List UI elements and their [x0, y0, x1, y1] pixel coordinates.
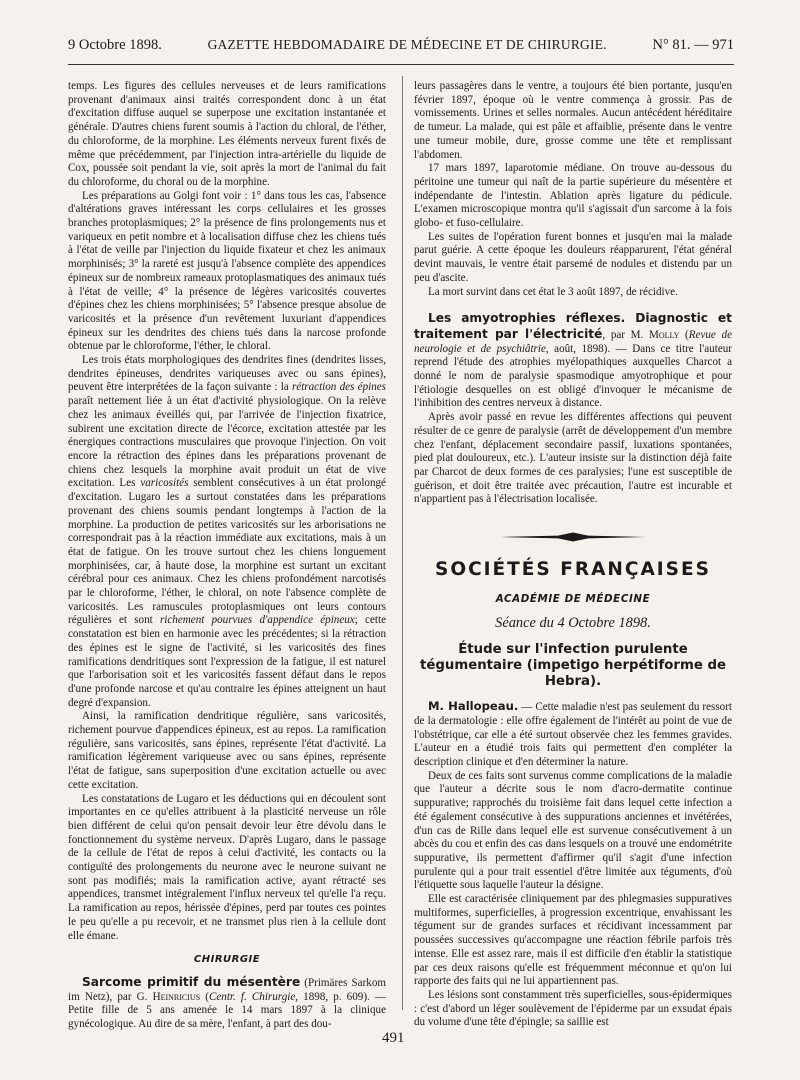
- page-number: 491: [382, 1030, 405, 1046]
- paragraph: Elle est caractérisée cliniquement par des phlegmasies suppuratives multiformes, superficielles, à progression excentrique, envahissant les tégument sur de grandes surfaces et récidivant incessamment par poussées successives qu'accompagne une réaction fébrile parfois très intense. Elle est assez rare, mais il est difficile d'en établir la statistique par ces deux raisons qu'elle est fréquemment méconnue et qu'on lui rapporte des faits qui ne lui appartiennent pas.: [414, 893, 732, 988]
- italic-term: varicosités: [140, 477, 189, 490]
- author-name: Heinricius: [152, 990, 201, 1003]
- speaker-name: M. Hallopeau.: [428, 699, 519, 714]
- paragraph: [414, 700, 732, 770]
- journal-citation: Centr. f. Chirurgie,: [208, 990, 299, 1003]
- paragraph: Les suites de l'opération furent bonnes et jusqu'en mai la malade parut guérie. A cette époque les douleurs réapparurent, l'état général devint mauvais, le ventre était parsemé de nodules et distendu par un peu d'ascite.: [414, 230, 732, 284]
- running-header: [68, 37, 734, 59]
- section-heading-chirurgie: CHIRURGIE: [193, 954, 261, 966]
- italic-term: richement pourvues d'appendice épineux: [159, 614, 355, 627]
- ornament-divider: [414, 529, 732, 545]
- paragraph: Les préparations au Golgi font voir : 1° dans tous les cas, l'absence d'altérations graves intéressant les corps cellulaires et les grosses branches protoplasmiques; 2° la présence de fins prolongements nus et variqueux en petit nombre et à localisation diffuse chez les chiens tués à l'état de veille par l'injection du liquide fixateur et chez les animaux morphinisés; 3° la rareté est jusqu'à l'absence complète des appendices épineux sur de nombreux rameaux protoplasmatiques des animaux tués à l'état de veille; 4° la présence de légères varicosités couvertes d'épines chez les chiens morphinisées; 5° l'absence presque absolue de varicosités et la présence d'un revêtement luxuriant d'appendices épineux sur les dendrites des chiens tués dans la narcose profonde obtenue par le chloroforme, l'éther, le chloral.: [68, 189, 386, 353]
- seance-date: Séance du 4 Octobre 1898.: [495, 614, 651, 631]
- header-issue-page: N° 81. — 971: [652, 37, 734, 53]
- paragraph: Ainsi, la ramification dendritique régulière, sans varicosités, richement pourvue d'appendices épineux, est au repos. La ramification régulière, sans varicosités, sans épines, représente l'état d'activité. La ramification légèrement variqueuse avec ou sans épines, représente l'état de fatigue, sans superposition d'une excitation actuelle ou avec cette excitation.: [68, 710, 386, 791]
- header-rule: [68, 64, 734, 65]
- header-journal-title: GAZETTE HEBDOMADAIRE DE MÉDECINE ET DE CHIRURGIE.: [207, 37, 607, 52]
- text-run: (: [200, 990, 209, 1003]
- text-run: (Primäres Sarkom im Netz), par G.: [68, 977, 386, 1003]
- text-run: ; cette constatation est bien en harmonie avec les précédentes; si la rétraction des épines est le signe de l'activité, si les varicosités des fines ramifications dendritiques sont l'expression de la fatigue, il est naturel que l'arborisation soit et les varicosités fassent défaut dans le repos d'une profonde narcose et qu'au contraire les épines atteignent un haut degré d'expansion.: [68, 614, 386, 709]
- paragraph: Deux de ces faits sont survenus comme complications de la maladie que l'auteur a décrite sous le nom d'acro-dermatite continue suppurative; rapprochés du troisième fait dans lequel cette infection a été également consécutive à des suppurations anciennes et invétérées, d'un cas de Rille dans lequel elle est survenue consécutivement à un abcès du cou et enfin des cas dans lesquels on a trouvé une endométrite suppurative, ils permettent d'affirmer qu'il s'agit d'une infection purulente qui a pour trait essentiel d'être limitée aux téguments, d'où l'étiquette sous laquelle l'auteur la désigne.: [414, 769, 732, 892]
- text-run: Les trois états morphologiques des dendrites fines (dendrites lisses, dendrites épineuses, dendrites variqueuses avec ou sans épines), peuvent être interprétées de la façon suivante : la: [68, 354, 386, 394]
- author-name: Molly: [648, 328, 680, 341]
- paragraph: La mort survint dans cet état le 3 août 1897, de récidive.: [428, 285, 678, 298]
- text-run: août, 1898). — Dans ce titre l'auteur reprend l'étude des atrophies myélopathiques auxquelles Charcot a donné le nom de paralysie spasmodique amyotrophique et pour l'étiologie desquelles on est obligé d'invoquer le mécanisme de l'inhibition des centres nerveux à distance.: [414, 342, 732, 410]
- text-run: (: [679, 328, 689, 341]
- article-amyotrophies: [414, 311, 732, 411]
- article-title: Sarcome primitif du mésentère: [82, 975, 301, 989]
- article-title-etude: Étude sur l'infection purulente tégumentaire (impetigo herpétiforme de Hebra).: [419, 642, 727, 690]
- text-run: , par M.: [602, 328, 649, 341]
- paragraph: temps. Les figures des cellules nerveuses et de leurs ramifications provenant d'animaux ainsi traités correspondent donc à un état d'excitation diffuse auquel se superpose une excitation instantanée et générale. D'autres chiens furent soumis à l'action du chloral, de l'éther, du chloroforme, de la morphine. Les éléments nerveux furent fixés de même que précédemment, par l'injection intra-artérielle du liquide de Cox, poussée soit pendant la vie, soit après la mort de l'animal du fait du chloroforme, du choral ou de la morphine.: [68, 80, 386, 188]
- left-column: [68, 80, 387, 1031]
- paragraph: Les constatations de Lugaro et les déductions qui en découlent sont importantes en ce qu'elles attribuent à la plasticité nerveuse un rôle bien différent de celui qu'on pensait devoir leur être dévolu dans le fonctionnement du système nerveux. D'après Lugaro, dans le passage de la cellule de l'état de repos à celui d'activité, les contacts ou la contiguïté des prolongements du neurone avec le neurone suivant ne sont pas modifiés; mais la ramification active, ayant rétracté ses appendices, transmet intégralement l'influx nerveux tel qu'elle l'a reçu. La ramification au repos, hérissée d'épines, perd par toutes ces pointes le peu qu'elle a pu recevoir, et ne transmet plus rien à la cellule dont elle émane.: [68, 792, 386, 942]
- column-divider: [402, 76, 403, 1010]
- paragraph: [68, 354, 386, 710]
- header-date: 9 Octobre 1898.: [68, 37, 162, 53]
- text-run: paraît nettement liée à un état d'activité physiologique. On la relève chez les animaux éveillés qui, par l'arrivée de l'injection fixatrice, subirent une excitation directe de l'écorce, excitation attestée par les énergiques contractions musculaires que provoque l'injection. On voit encore la rétraction des épines dans les préparations provenant de chiens chez lesquels la morphine avait produit un état de vive excitation. Les: [68, 395, 386, 490]
- paragraph: Les lésions sont constamment très superficielles, sous-épidermiques : c'est d'abord un léger soulèvement de l'épiderme par un exsudat épais du volume d'une tête d'épingle; sa saillie est: [414, 988, 732, 1029]
- section-title-societes: SOCIÉTÉS FRANÇAISES: [435, 559, 711, 581]
- journal-citation: Revue de neurologie et de psychiâtrie,: [414, 328, 733, 355]
- text-run: semblent consécutives à un état prolongé d'excitation. Lugaro les a surtout constatées dans les préparations provenant des chiens soumis pendant longtemps à l'action de la morphine. La production de petites varicosités sur les arborisations ne correspondrait pas à la réaction immédiate aux excitations, mais à un état de fatigue. On les trouve surtout chez les chiens longuement morphinisées, car, à haute dose, la morphine est surtant un excitant cérébral pour ces animaux. Chez les chiens profondément narcotisés par le chloroforme, l'éther, le chloral, on note l'absence complète de varicosités. Les ramuscules protoplasmiques ont leurs contours régulières et sont: [68, 477, 386, 627]
- text-run: 1898, p. 609). — Petite fille de 5 ans amenée le 14 mars 1897 à la clinique gynécologique. Au dire de sa mère, l'enfant, à part des dou-: [68, 990, 387, 1031]
- text-run: — Cette maladie n'est pas seulement du ressort de la dermatologie : elle offre également de l'intérêt au point de vue de l'obstétrique, car elle a été surtout observée chez les femmes gravides. L'auteur en a étudié trois faits qui permettent d'en compléter la description clinique et d'en déterminer la nature.: [414, 701, 732, 769]
- ornament-rule-icon: [498, 532, 648, 542]
- paragraph: 17 mars 1897, laparotomie médiane. On trouve au-dessous du péritoine une tumeur qui naît de la partie supérieure du mésentère et indépendante de l'intestin. Ablation après ligature du pédicule. L'examen microscopique montra qu'il s'agissait d'un sarcome à la fois globo- et fuso-cellulaire.: [414, 162, 732, 230]
- right-column: [414, 80, 733, 1029]
- academie-heading: ACADÉMIE DE MÉDECINE: [495, 592, 651, 605]
- italic-term: rétraction des épines: [291, 381, 386, 394]
- article-title: Les amyotrophies réflexes. Diagnostic et traitement par l'électricité: [414, 311, 732, 341]
- paragraph: leurs passagères dans le ventre, a toujours été bien portante, jusqu'en février 1897, époque où le ventre commença à grossir. Pas de vomissements. Urines et selles normales. Aucun antécédent héréditaire de tumeur. La malade, qui est pâle et affaiblie, présente dans le ventre une tumeur mobile, dure, grosse comme une tête et remplissant l'abdomen.: [414, 80, 732, 161]
- paragraph: Après avoir passé en revue les différentes affections qui peuvent résulter de ce genre de paralysie (arrêt de développement d'un membre chez l'enfant, déplacement secondaire passif, luxations spontanées, pied plat douloureux, etc.). L'auteur insiste sur la distinction déjà faite par Charcot de deux formes de ces paralysies; l'une est susceptible de guérison, et doit être traitée avec précaution, l'autre est incurable et n'appartient pas à l'électrisation localisée.: [414, 411, 732, 506]
- article-sarcome: [68, 975, 386, 1032]
